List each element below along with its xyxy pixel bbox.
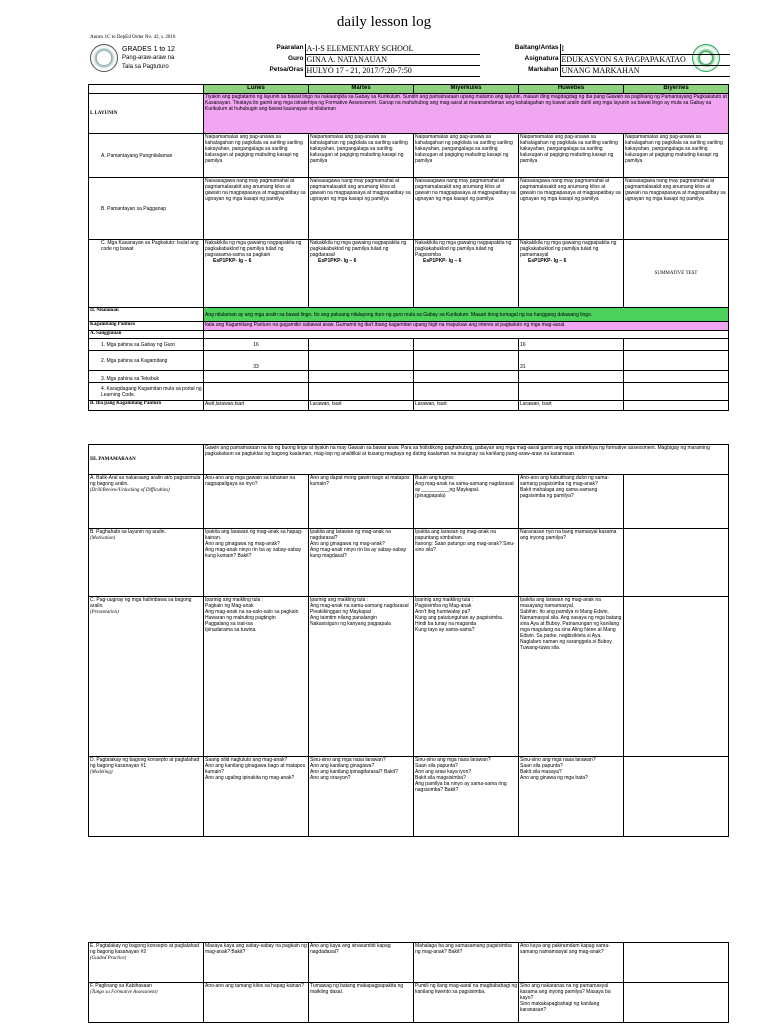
learner-material-pages-thu: 31 (519, 351, 624, 371)
other-materials-wed: Larawan, tsart (414, 401, 519, 411)
motivation-mon: Ipakita ang larawan ng mag-anak sa hapag-kainan. Ano ang ginagawa ng mag-anak? Ang mag-anak ninyo rin ba ay sabay-sabay kung kumain? Bakit? (204, 529, 309, 597)
materials-description: Itala ang Kagamitang Panturo na gagamitin sabawat araw. Gumamit ng iba't ibang kagamitan upang higit na mapukaw ang interes at pagkatuto ng mga mag-aaral. (204, 322, 729, 331)
procedures-heading: III. PAMAMARAAN (89, 445, 204, 475)
performance-standard-tue: Naisasagawa nang may pagmamahal at pagmamalasakit ang anumang kilos at gawain na magpapasaya at magpapatibay sa ugnayan ng mga kasapi ng pamilya (309, 178, 414, 240)
presentation-mon: Iparinig ang maikling tula : Pagkain ng Mag-anak Ang mag-anak na sa-salo-salo sa pagkain Huwaran ng mabuting pagtingin Paggalang sa isat-isa Ipinadarama sa tuwina. (204, 597, 309, 757)
teacher-guide-pages-label: 1. Mga pahina sa Gabay ng Guro (89, 339, 204, 351)
procedures-description: Gawin ang pamamaraan na ito ng buong lingo at tiyakin na may Gawain sa bawat araw. Para sa holistikong paghahubog, gabayan ang mga mag-aaral gamit ang mga istratehiya ng formative assessment. Magbigay ng maraming pagkakataon sa pagtuklas ng bagong kaalaman, mag-isip ng analitikal at kusang magtaya ng dating kaalaman na inuugnay sa kanilang pang-araw-araw na karanasan. (204, 445, 729, 475)
day-friday: Biyernes (624, 85, 729, 94)
log-label-1: Pang-araw-araw na (122, 55, 175, 61)
day-monday: Lunes (204, 85, 309, 94)
presentation-tue: Iparinig ang maikling tula : Ang mag-anak na sama-samang nagdarasal Pinakikinggan ng Maykapal Ang taimtim nilang panalangin Nakasisiguro ng kanyang pagpapala (309, 597, 414, 757)
performance-standard-label: B. Pamantayan sa Pagganap (89, 178, 204, 240)
content-standard-tue: Naipamamalas ang pag-unawa sa kahalagahan ng pagkilala sa sariling sariling kakayahan, pangangalaga sa sariling kalusugan at pagiging mabuting kasapi ng pamilya (309, 134, 414, 178)
day-tuesday: Martes (309, 85, 414, 94)
competency-tue: Nakakikila ng mga gawaing nagpapakita ng pagkakabuklod ng pamilya tulad ng pagdarasal EsP1PKP- Ig – 6 (309, 240, 414, 308)
review-mon: Anu-ano ang mga gawain sa tahanan na nagpapaligaya sa inyo? (204, 475, 309, 529)
content-heading: II. Nilalaman (89, 308, 204, 322)
mastery-label: F. Paglinang sa Kabihasaan (Tungo sa Formative Assessment) (89, 983, 204, 1023)
school-label: Paaralan (200, 44, 305, 55)
learner-material-pages-label: 2. Mga pahina sa Kagamitang (89, 351, 204, 371)
date-label: Petsa/Oras (200, 66, 305, 77)
mastery-mon: Ano-ano ang tamang kilos sa hapag kainan? (204, 983, 309, 1023)
competency-label: C. Mga Kasanayan sa Pagkatuto: Isulat ang code ng bawat (89, 240, 204, 308)
mastery-tue: Tumawag ng batang makapagpapakita ng maikling dasal. (309, 983, 414, 1023)
motivation-label: B. Paghahabi sa layunin ng aralin. (Motivation) (89, 529, 204, 597)
grade-level-block (122, 45, 175, 72)
motivation-thu: Naranasan nyo na bang mamasyal kasama ang inyong pamilya? (519, 529, 624, 597)
lesson-log-table-page2 (88, 942, 729, 1023)
date-value: HULYO 17 - 21, 2017/7:20-7:50 (305, 66, 480, 77)
review-wed: Buuin ang tugma: Ang mag-anak na sama-samang nagdarasal ay __________ng Maykapal. (pinagpapala) (414, 475, 519, 529)
presentation-label: C. Pag-uugnay ng mga halimbawa sa bagong aralin. (Presentation) (89, 597, 204, 757)
performance-standard-fri: Naisasagawa nang may pagmamahal at pagmamalasakit ang anumang kilos at gawain na magpapasaya at magpapatibay sa ugnayan ng mga kasapi ng pamilya (624, 178, 729, 240)
day-wednesday: Miyerkules (414, 85, 519, 94)
guided-practice-tue: Ano ang kaya ang sinasambit kapag nagdadasal? (309, 943, 414, 983)
performance-standard-thu: Naisasagawa nang may pagmamahal at pagmamalasakit ang anumang kilos at gawain na magpapasaya at magpapatibay sa ugnayan ng mga kasapi ng pamilya (519, 178, 624, 240)
presentation-wed: Iparinig ang maikling tula : Pagsisimba ng Mag-anak Ano't ibig humiwalay pa? Kung ang patutunguhan ay pagsisimba. Hindi ba tunay na maganda Kung tayo ay sama-sama? (414, 597, 519, 757)
competency-code: EsP1PKP- Ig – 6 (528, 258, 567, 264)
motivation-wed: Ipakita ang larawan ng mag-anak na papuntang simbahan. Itanong: Saan patungo ang mag-anak? Sinu-sino sila? (414, 529, 519, 597)
guided-practice-wed: Mahalaga ba ang samasamang pagsisimba ng mag-anak? Bakit? (414, 943, 519, 983)
quarter-value: UNANG MARKAHAN (560, 66, 730, 77)
other-materials-thu: Larawan, tsart (519, 401, 624, 411)
competency-code: EsP1PKP- Ig – 6 (213, 258, 252, 264)
teacher-guide-pages-thu: 16 (519, 339, 624, 351)
presentation-thu: Ipakita ang larawan ng mag-anak na masayang namamasyal. Sabihin: Ito ang pamilya ni Mang Edwin. Namamasyal sila. Ang sasaya ng mga batang sina Aya at Buboy. Patnanungan ng kanilang mga magulang na sina Aling Nene at Mang Edwin. Sa parke, nagbisikleta si Aya. Naglalaro naman ng saranggola si Buboy. Tuwang-tuwa sila. (519, 597, 624, 757)
competency-item: Pagsisimba (415, 252, 441, 258)
references-heading: A. Sanggunian (89, 331, 204, 339)
learner-material-pages-mon: 33 (204, 351, 309, 371)
performance-standard-wed: Naisasagawa nang may pagmamahal at pagmamalasakit ang anumang kilos at gawain na magpapasaya at magpapatibay sa ugnayan ng mga kasapi ng pamilya (414, 178, 519, 240)
review-label: A. Balik-Aral sa nakaraang aralin at/o pagsisimula ng bagong aralin. (Drill/Review/Unlocking of Difficulties) (89, 475, 204, 529)
quarter-label: Markahan (480, 66, 560, 77)
subject-value: EDUKASYON SA PAGPAPAKATAO (560, 55, 730, 66)
competency-code: EsP1PKP- Ig – 6 (423, 258, 462, 264)
review-tue: Ano ang dapat mong gawin bago at matapos kumain? (309, 475, 414, 529)
subject-label: Asignatura (480, 55, 560, 66)
deped-seal-logo (90, 44, 118, 72)
teacher-value: GINA A. NATANAUAN (305, 55, 480, 66)
additional-materials-label: 4. Karagdagang Kagamitan mula sa portal ng Learning Code. (89, 383, 204, 401)
competency-code: EsP1PKP- Ig – 6 (318, 258, 357, 264)
motivation-tue: Ipakita ang larawan ng mag-anak na nagdarasal? Ano ang ginagawa ng mag-anak? Ang mag-anak ninyo rin ba ay sabay-sabay kung magdasal? (309, 529, 414, 597)
textbook-pages-label: 3. Mga pahina sa Teksbuk (89, 371, 204, 383)
grade-value: I (560, 44, 730, 55)
other-materials-mon: Awit,larawan,tsart (204, 401, 309, 411)
review-thu: Ano-ano ang kabutihang dulot ng sama-samang pagsisimba ng mag-anak? Bakit mahalaga ang sama-samang pagsisimba ng pamilya? (519, 475, 624, 529)
summative-test: SUMMATIVE TEST (624, 240, 729, 308)
grade-label: Baitang/Antas (480, 44, 560, 55)
modeling-tue: Sinu-sino ang mga nasa larawan? Ano ang kanilang ginagawa? Ano ang kanilang ipinagdarasal? Bakit? Ano ang orasyon? (309, 757, 414, 837)
modeling-label: D. Pagtalakay ng bagong konsepto at paglalahad ng bagong kasanayan #1 (Modeling) (89, 757, 204, 837)
modeling-mon: Saang silid nagluluto ang mag-anak? Ano ang kanilang ginagawa bago at matapos kumain? Ano ang ugaling ipinakita ng mag-anak? (204, 757, 309, 837)
objectives-heading: I. LAYUNIN (89, 94, 204, 134)
page-title: daily lesson log (336, 14, 432, 30)
teacher-label: Guro (200, 55, 305, 66)
header-table (200, 44, 730, 77)
lesson-log-table (88, 84, 729, 837)
objectives-description: Tiyakin ang pagtatamo ng layunin sa bawat lingo na nakaangkla sa Gabay sa Kurikulum. Sundin ang pamamaraan upang matamo ang layunin, maaari ding magdagdag ng iba pang Gawain sa paglinang ng Pamantayang Pagkakatuto at Kasanayan. Tinataya ito gamit ang mga istratehiya ng Formative Assessment. Ganap na mahuhubog ang mag-aaral at mararamdaman ang kahalagahan ng bawat aralin dahil ang mga layunin sa bawat lingo ay mula sa Gabay sa Kurikulum at huhubugin ang bawat kasanayan at nilalaman (204, 94, 729, 134)
modeling-thu: Sinu-sino ang mga nasa larawan? Saan sila papunta? Bakit sila masaya? Ano ang ginawa ng mga bata? (519, 757, 624, 837)
competency-thu: Nakakikila ng mga gawaing nagpapakita ng pagkakabuklod ng pamilya tulad ng pamamasyal EsP1PKP- Ig – 6 (519, 240, 624, 308)
content-standard-label: A. Pamantayang Pangnilalaman (89, 134, 204, 178)
teacher-guide-pages-mon: 16 (204, 339, 309, 351)
guided-practice-mon: Masaya kaya ang sabay-sabay na pagkain ng mag-anak? Bakit? (204, 943, 309, 983)
content-description: Ang nilalaman ay ang mga aralin sa bawat lingo. Ito ang paksang nilalayong ituro ng guro mula sa Gabay sa Kurikulum. Maaari itong tumagal ng isa hanggang dalawang lingo. (204, 308, 729, 322)
content-standard-mon: Naipamamalas ang pag-unawa sa kahalagahan ng pagkilala sa sariling sariling kakayahan, pangangalaga sa sariling kalusugan at pagiging mabuting kasapi ng pamilya (204, 134, 309, 178)
content-standard-thu: Naipamamalas ang pag-unawa sa kahalagahan ng pagkilala sa sariling sariling kakayahan, pangangalaga sa sariling kalusugan at pagiging mabuting kasapi ng pamilya (519, 134, 624, 178)
other-materials-label: B. Iba pang Kagamitang Panturo (89, 401, 204, 411)
guided-practice-label: E. Pagtalakay ng bagong konsepto at paglalahad ng bagong kasanayan #2 (Guided Practice) (89, 943, 204, 983)
other-materials-tue: Larawan, tsart (309, 401, 414, 411)
log-label-2: Tala sa Pagtuturo (122, 64, 169, 70)
performance-standard-mon: Naisasagawa nang may pagmamahal at pagmamalasakit ang anumang kilos at gawain na magpapasaya at magpapatibay sa ugnayan ng mga kasapi ng pamilya (204, 178, 309, 240)
content-standard-fri: Naipamamalas ang pag-unawa sa kahalagahan ng pagkilala sa sariling sariling kakayahan, pangangalaga sa sariling kalusugan at pagiging mabuting kasapi ng pamilya (624, 134, 729, 178)
grade-range: GRADES 1 to 12 (122, 46, 175, 53)
school-value: A-I-S ELEMENTARY SCHOOL (305, 44, 480, 55)
mastery-wed: Pumili ng ilang mag-aaral na magbabahagi ng kanilang kwento sa pagsisimba. (414, 983, 519, 1023)
modeling-wed: Sinu-sino ang mga nasa larawan? Saan sila papunta? Ano ang araw kaya iyon? Bakit sila magsisimba? Ang pamilya ba ninyo ay sama-sama ring nagsisimba? Bakit? (414, 757, 519, 837)
day-thursday: Huwebes (519, 85, 624, 94)
competency-wed: Nakakikila ng mga gawaing nagpapakita ng pagkakabuklod ng pamilya tulad ng Pagsisimba EsP1PKP- Ig – 6 (414, 240, 519, 308)
content-standard-wed: Naipamamalas ang pag-unawa sa kahalagahan ng pagkilala sa sariling sariling kakayahan, pangangalaga sa sariling kalusugan at pagiging mabuting kasapi ng pamilya (414, 134, 519, 178)
competency-item: pamamasyal (520, 252, 549, 258)
competency-mon: Nakakikila ng mga gawaing nagpapakita ng pagkakabuklod ng pamilya tulad ng pagsasama-sama sa pagkain EsP1PKP- Ig – 6 (204, 240, 309, 308)
annex-note: Annex 1C to DepEd Order No. 42, s. 2016 (90, 35, 176, 40)
materials-heading: Kagamitang Panturo (89, 322, 204, 331)
guided-practice-thu: Ano kaya ang pakiramdam kapag sama-samang namamasyal ang mag-anak? (519, 943, 624, 983)
competency-item: pagsasama-sama sa pagkain (205, 252, 271, 258)
competency-item: pagdarasal (310, 252, 335, 258)
mastery-thu: Sino ang nakaranas na ng pamamasyal kasama ang inyong pamilya? Masaya ba kayo? Sino makakapagbahagi ng kanilang karanasan? (519, 983, 624, 1023)
